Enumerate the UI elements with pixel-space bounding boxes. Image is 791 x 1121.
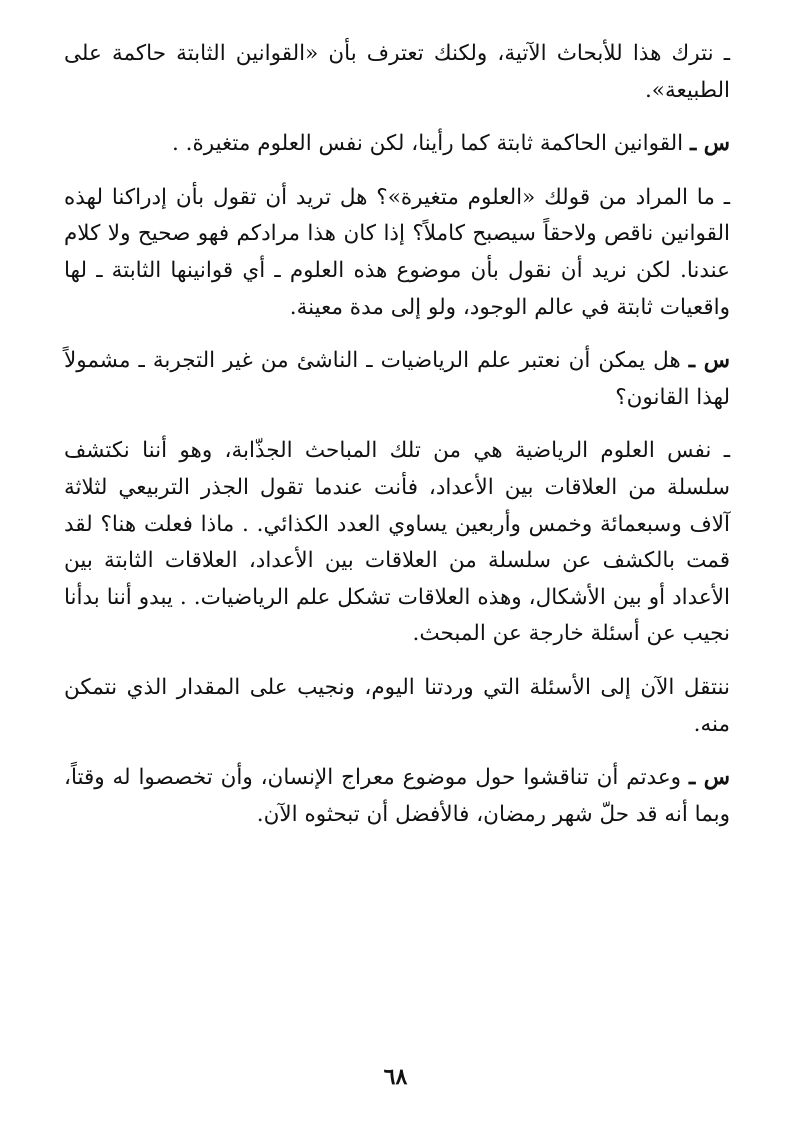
paragraph-text: وعدتم أن تناقشوا حول موضوع معراج الإنسان، وأن تخصصوا له وقتاً، وبما أنه قد حلّ شهر رمضان، فالأفضل أن تبحثوه الآن. — [64, 765, 730, 827]
narrative-paragraph — [64, 670, 730, 743]
paragraph-text: ـ نفس العلوم الرياضية هي من تلك المباحث الجذّابة، وهو أننا نكتشف سلسلة من العلاقات بين الأعداد، فأنت عندما تقول الجذر التربيعي لثلاثة آلاف وسبعمائة وخمس وأربعين يساوي العدد الكذائي. . ماذا فعلت هنا؟ لقد قمت بالكشف عن سلسلة من العلاقات بين الأعداد، العلاقات الثابتة بين الأعداد أو بين الأشكال، وهذه العلاقات تشكل علم الرياضيات. . يبدو أننا بدأنا نجيب عن أسئلة خارجة عن المبحث. — [64, 438, 730, 647]
answer-paragraph — [64, 433, 730, 653]
answer-paragraph — [64, 36, 730, 109]
question-paragraph — [64, 760, 730, 833]
paragraph-text: ننتقل الآن إلى الأسئلة التي وردتنا اليوم، ونجيب على المقدار الذي نتمكن منه. — [64, 674, 730, 737]
page-number: ٦٨ — [383, 1064, 408, 1090]
question-marker: س ـ — [689, 131, 730, 157]
paragraph-text: ـ نترك هذا للأبحاث الآتية، ولكنك تعترف بأن «القوانين الثابتة حاكمة على الطبيعة». — [64, 41, 730, 103]
page-body — [64, 36, 730, 850]
paragraph-text: ـ ما المراد من قولك «العلوم متغيرة»؟ هل تريد أن تقول بأن إدراكنا لهذه القوانين ناقص ولاحقاً سيصبح كاملاً؟ إذا كان هذا مرادكم فهو صحيح ولا كلام عندنا. لكن نريد أن نقول بأن موضوع هذه العلوم ـ أي قوانينها الثابتة ـ لها واقعيات ثابتة في عالم الوجود، ولو إلى مدة معينة. — [64, 184, 730, 320]
paragraph-text: هل يمكن أن نعتبر علم الرياضيات ـ الناشئ من غير التجربة ـ مشمولاً لهذا القانون؟ — [64, 348, 730, 410]
question-marker: س ـ — [688, 765, 731, 791]
question-paragraph — [64, 343, 730, 416]
question-paragraph — [64, 126, 730, 163]
question-marker: س ـ — [688, 348, 730, 374]
paragraph-text: القوانين الحاكمة ثابتة كما رأينا، لكن نفس العلوم متغيرة. . — [171, 131, 690, 157]
answer-paragraph — [64, 180, 730, 326]
